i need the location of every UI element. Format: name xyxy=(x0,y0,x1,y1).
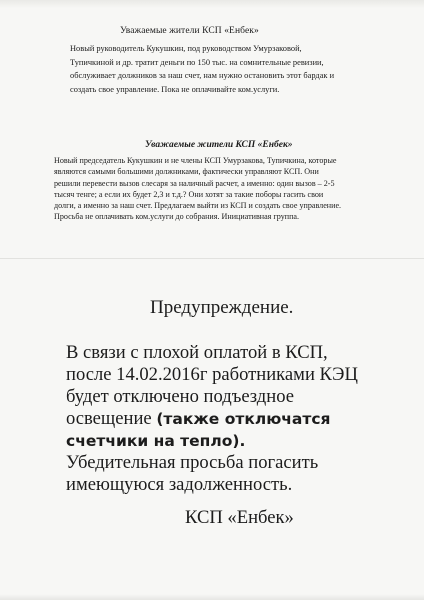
warning-line: имеющуюся задолженность. xyxy=(66,474,293,495)
notice2-line: тысяч тенге; а если их будет 2,3 и т.д.? Они хотят за такие поборы гасить свои xyxy=(54,189,324,199)
notice2-line: являются самыми большими должниками, фактически управляют КСП. Они xyxy=(54,167,319,177)
warning-line4-normal: освещение xyxy=(66,408,157,429)
notice1-body xyxy=(70,42,376,96)
warning-line: В связи с плохой оплатой в КСП, xyxy=(66,342,328,363)
warning-line xyxy=(66,430,366,452)
warning-body xyxy=(66,342,366,496)
warning-line: после 14.02.2016г работниками КЭЦ xyxy=(66,364,358,385)
notice2-line: Новый председатель Кукушкин и не члены КСП Умурзакова, Тупичкина, которые xyxy=(54,156,337,165)
notice1-line: Новый руководитель Кукушкин, под руководством Умурзаковой, xyxy=(70,44,302,53)
notice2-line: долги, а именно за наш счет. Предлагаем выйти из КСП и создать свое управление. xyxy=(54,201,342,211)
warning-line xyxy=(66,408,366,430)
notice2-line: решили перевести вызов слесаря за наличный расчет, а именно: один вызов – 2-5 xyxy=(54,178,335,188)
notice2-body xyxy=(54,155,389,223)
notice2-title: Уважаемые жители КСП «Енбек» xyxy=(145,140,293,150)
warning-title: Предупреждение. xyxy=(150,297,294,318)
page-fold-divider xyxy=(0,258,424,259)
warning-line: будет отключено подъездное xyxy=(66,386,294,407)
warning-line: Убедительная просьба погасить xyxy=(66,452,319,473)
notice1-line: обслуживает должников за наш счет, нам нужно остановить этот бардак и xyxy=(70,71,335,81)
notice2-line: Просьба не оплачивать ком.услуги до собрания. Инициативная группа. xyxy=(54,212,300,222)
notice1-line: Тупичкиной и др. тратит деньги по 150 тыс. на сомнительные ревизии, xyxy=(70,57,324,67)
warning-line5-bold: счетчики на тепло). xyxy=(66,432,246,450)
notice1-title: Уважаемые жители КСП «Енбек» xyxy=(120,26,259,36)
scan-top-edge xyxy=(0,0,424,8)
notice1-line: создать свое управление. Пока не оплачивайте ком.услуги. xyxy=(70,84,280,94)
warning-line4-bold: (также отключатся xyxy=(156,410,331,428)
scan-bottom-edge xyxy=(0,594,424,600)
warning-signature: КСП «Енбек» xyxy=(185,507,294,528)
